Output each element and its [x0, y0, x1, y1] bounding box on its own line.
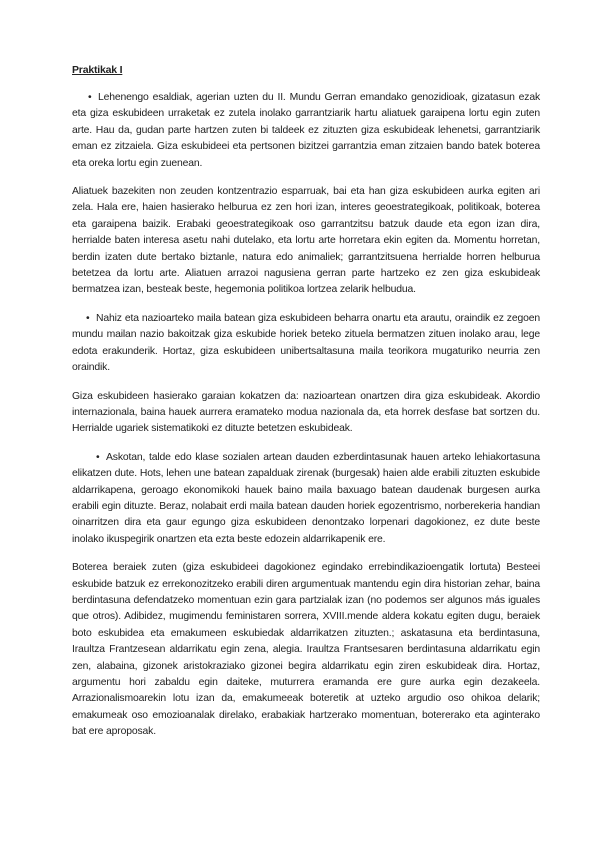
paragraph-2: [72, 184, 540, 299]
paragraph-1: [72, 90, 540, 172]
paragraph-5: [72, 450, 540, 548]
paragraph-text: Giza eskubideen hasierako garaian kokatzen da: nazioartean onartzen dira giza eskubideak. Akordio internazionala, baina hauek aurrera eramateko modua nazionala da, eta horrek desfase bat sortzen du. Herrialde ugariek sistematikoki ez dituzte betetzen eskubideak.: [72, 390, 540, 435]
paragraph-text: Boterea beraiek zuten (giza eskubideei dagokionez egindako errebindikazioengatik lortuta) Besteei eskubide batzuk ez errekonozitzeko erabili diren argumentuak mantendu egin dira historian zehar, baina berdintasuna defendatzeko momentuan ezin gara partzialak izan (no podemos ser algunos más iguales que otros). Adibidez, mugimendu feministaren sorrera, XVIII.mende aldera kokatu egiten dugu, beraiek boto eskubidea eta emakumeen eskubiedak aldarrikatzen zituzten.; askatasuna eta berdintasuna, Iraultza Frantzesean aldarrikatu egin zena, alegia. Iraultza Frantsesaren berdintasuna aldarrikatu egin zen, alabaina, gizonek aristokraziako gizonei begira aldarrikatu egin ziren eskubideak dira. Hortaz, argumentu hori zabaldu egin daiteke, muturrera eramanda ere gure aurka egin dezakeela. Arrazionalismoarekin lotu izan da, emakumeeak boteretik at uzteko argudio oso ohikoa delarik; emakumeak oso emozioanalak direlako, erabakiak hartzerako momentuan, botererako eta aginterako bat ere aproposak.: [72, 562, 540, 738]
paragraph-text: Aliatuek bazekiten non zeuden kontzentrazio esparruak, bai eta han giza eskubideen aurka egiten ari zela. Hala ere, haien hasierako helburua ez zen hori izan, interes geoestrategikoak, politikoak, boterea eta garaipena baizik. Erabaki geoestrategikoak oso garrantzitsu batzuk daude eta egon izan dira, herrialde baten interesa asetu nahi dutelako, eta lortu arte horretara ekin egiten da. Momentu horretan, berdin izaten dute bertako biztanle, natura edo animaliek; garrantzitsuena herrialde horren helburua betetzea da lortu arte. Aliatuen arrazoi nagusiena gerran parte hartzeko ez zen giza eskubideak bermatzea izan, besteak beste, hegemonia politikoa lortzea zelarik helbudua.: [72, 186, 540, 296]
page-title: Praktikak I: [72, 64, 123, 76]
paragraph-3: [72, 311, 540, 377]
paragraph-text: Nahiz eta nazioarteko maila batean giza eskubideen beharra onartu eta arautu, oraindik ez zegoen mundu mailan nazio bakoitzak giza eskubide horiek beteko zituela bermatzen zituen inolako arau, lege edota erakunderik. Hortaz, giza eskubideen unibertsaltasuna maila teorikora mugaturiko neurria zen oraindik.: [72, 312, 540, 374]
bullet-icon: •: [88, 92, 92, 103]
paragraph-4: [72, 389, 540, 438]
bullet-icon: •: [96, 451, 100, 463]
paragraph-6: [72, 560, 540, 740]
paragraph-text: Lehenengo esaldiak, agerian uzten du II. Mundu Gerran emandako genozidioak, gizatasun ezak eta giza eskubideen urraketak ez zutela inolako garrantziarik hartu aliatuek garaipena lortu egin zuten arte. Hau da, gudan parte hartzen zuten bi taldeek ez zituzten giza eskubideak lehenetsi, garrantziarik eman ez zitzaiela. Giza eskubideei eta pertsonen bizitzei garrantzia eman zitzaien bando batek boterea eta oreka lortu egin zuenean.: [72, 92, 540, 169]
bullet-icon: •: [86, 312, 90, 324]
paragraph-text: Askotan, talde edo klase sozialen artean dauden ezberdintasunak hauen arteko lehiakortasuna elikatzen dute. Hots, lehen une batean zapalduak zirenak (burgesak) haien alde erabili zituzten eskubide aldarrikapena, geroago ekonomikoki hauek baino maila baxuago batean daudenak burgesen aurka erabili egin dituzte. Beraz, nolabait erdi maila batean dauden horiek egozentrismo, norberekeria handian oinarritzen dira eta gaur egungo giza eskubideen denontzako lorpenari dagokionez, ez dute beste inolako ikuspegirik onartzen eta ezta beste edozein aldarrikapenik ere.: [72, 451, 540, 545]
